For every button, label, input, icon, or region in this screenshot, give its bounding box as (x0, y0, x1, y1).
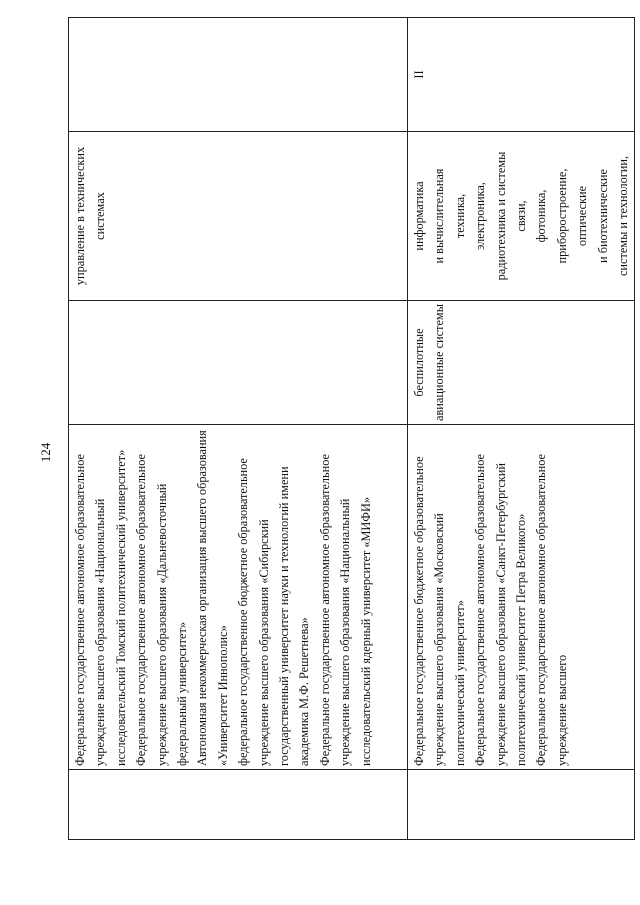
area-line: приборостроение, (554, 168, 569, 264)
area-line: информатика (412, 181, 426, 251)
organization-entry: Автономная некоммерческая организация высшего образования «Университет Иннополис» (195, 430, 230, 766)
area-line: радиотехника и системы (493, 151, 508, 281)
area-line: системы и технологии, (616, 155, 631, 277)
organization-entry: Федеральное государственное автономное образовательное учреждение высшего образования «Санкт-Петербургский политехнический университет Петра Великого» (473, 454, 529, 766)
organization-entry: Федеральное государственное автономное образовательное учреждение высшего образования «Дальневосточный федеральный университет» (134, 454, 190, 766)
document-table (68, 17, 635, 840)
row-number-cell (408, 770, 635, 840)
area-line: и биотехнические (595, 169, 610, 263)
organization-entry: федеральное государственное бюджетное образовательное учреждение высшего образования «Сибирский государственный университет науки и технологий имени академика М.Ф. Решетнева» (236, 458, 312, 766)
table-row (69, 18, 408, 840)
organization-entry: Федеральное государственное автономное образовательное учреждение высшего образования «Национальный исследовательский ядерный университет «МИФИ» (317, 454, 373, 766)
area-cell (408, 132, 635, 301)
area-line: связи, (514, 200, 529, 232)
row-number-cell (69, 770, 408, 840)
area-line: и вычислительная (432, 168, 447, 264)
area-line: оптические (575, 185, 590, 247)
organizations-cell (69, 425, 408, 770)
organization-entry: Федеральное государственное автономное образовательное учреждение высшего образования «Национальный исследовательский Томский политехнический университет» (73, 449, 128, 766)
organization-entry: Федеральное государственное автономное образовательное учреждение высшего (534, 454, 569, 766)
group-cell: II (408, 18, 635, 132)
direction-cell (69, 301, 408, 425)
organizations-cell (408, 425, 635, 770)
area-line: электроника, (473, 182, 488, 250)
page-number: 124 (38, 442, 53, 463)
area-line: техника, (452, 193, 467, 239)
table-row (408, 18, 635, 840)
direction-cell: беспилотные авиационные системы (408, 301, 635, 425)
area-cell: управление в технических системах (69, 132, 408, 301)
area-line: фотоника, (534, 189, 549, 243)
organization-entry: Федеральное государственное бюджетное образовательное учреждение высшего образования «Московский политехнический университет» (412, 456, 467, 766)
group-cell (69, 18, 408, 132)
